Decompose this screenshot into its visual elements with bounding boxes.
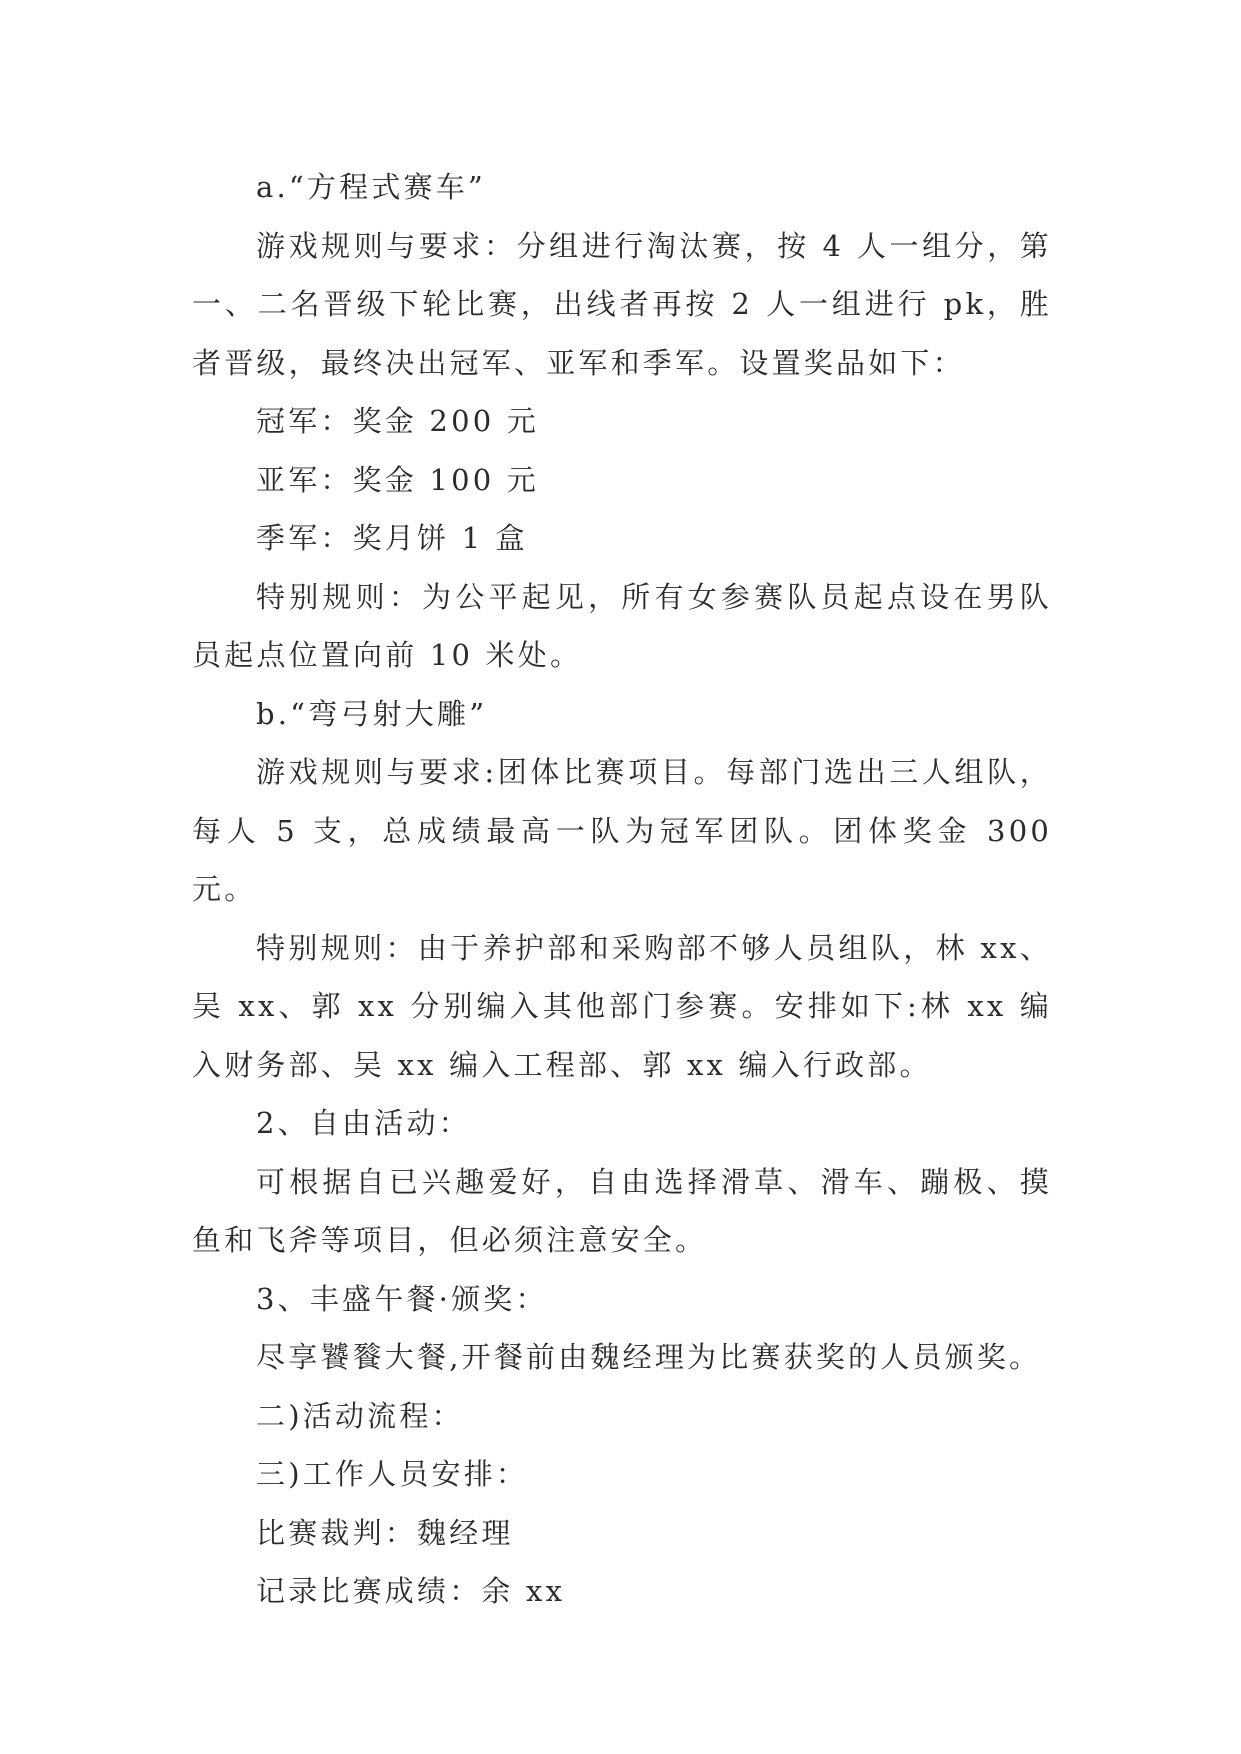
prize-third-place: 季军：奖月饼 1 盒 bbox=[256, 521, 528, 555]
document-body bbox=[192, 158, 1052, 1621]
paragraph-special-rules-archery: 特别规则：由于养护部和采购部不够人员组队，林 xx、吴 xx、郭 xx 分别编入其他部门参赛。安排如下:林 xx 编入财务部、吴 xx 编入工程部、郭 xx 编入行政部。 bbox=[192, 930, 1052, 1082]
section-heading-lunch-awards: 3、丰盛午餐·颁奖： bbox=[256, 1281, 548, 1316]
paragraph-lunch-awards: 尽享饕餮大餐,开餐前由魏经理为比赛获奖的人员颁奖。 bbox=[256, 1340, 1042, 1374]
section-heading-free-activity: 2、自由活动： bbox=[256, 1106, 471, 1140]
section-heading-activity-flow: 二)活动流程： bbox=[256, 1398, 464, 1433]
paragraph-game-rules-archery: 游戏规则与要求:团体比赛项目。每部门选出三人组队，每人 5 支，总成绩最高一队为冠军团队。团体奖金 300 元。 bbox=[192, 755, 1052, 906]
staff-score-recorder: 记录比赛成绩：余 xx bbox=[256, 1574, 566, 1608]
staff-referee: 比赛裁判：魏经理 bbox=[256, 1515, 514, 1550]
paragraph-special-rules-racing: 特别规则：为公平起见，所有女参赛队员起点设在男队员起点位置向前 10 米处。 bbox=[192, 579, 1052, 672]
section-heading-formula-racing: a.“方程式赛车” bbox=[256, 170, 486, 204]
prize-runner-up: 亚军：奖金 100 元 bbox=[256, 462, 539, 497]
paragraph-game-rules-racing: 游戏规则与要求：分组进行淘汰赛，按 4 人一组分，第一、二名晋级下轮比赛，出线者再按 2 人一组进行 pk，胜者晋级，最终决出冠军、亚军和季军。设置奖品如下： bbox=[192, 228, 1052, 380]
section-heading-archery: b.“弯弓射大雕” bbox=[256, 696, 488, 731]
prize-champion: 冠军：奖金 200 元 bbox=[256, 404, 539, 438]
paragraph-free-activity: 可根据自已兴趣爱好，自由选择滑草、滑车、蹦极、摸鱼和飞斧等项目，但必须注意安全。 bbox=[192, 1164, 1052, 1257]
section-heading-staff-arrangement: 三)工作人员安排： bbox=[256, 1457, 529, 1491]
